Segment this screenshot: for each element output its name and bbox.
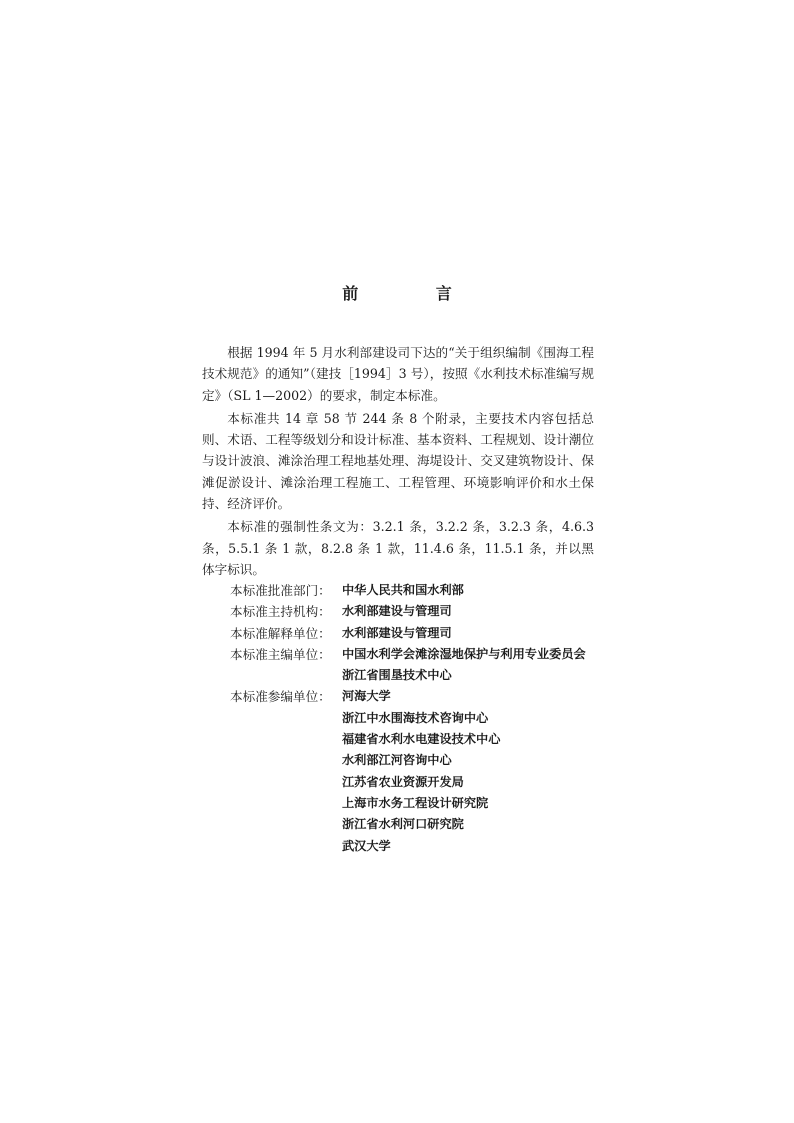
- unit-row-approval: [202, 580, 594, 601]
- unit-value: 水利部建设与管理司: [342, 604, 452, 619]
- unit-row-chief-editor: [202, 644, 594, 687]
- unit-label: 本标准主编单位：: [230, 646, 331, 662]
- unit-values: [342, 686, 594, 856]
- unit-values: [342, 644, 594, 687]
- unit-value: 中华人民共和国水利部: [342, 583, 464, 597]
- unit-label: 本标准参编单位：: [230, 689, 331, 705]
- unit-values: [342, 623, 594, 644]
- unit-value: 上海市水务工程设计研究院: [342, 795, 489, 810]
- unit-value: 江苏省农业资源开发局: [342, 774, 464, 789]
- unit-value: 河海大学: [342, 689, 391, 704]
- unit-row-host: [202, 601, 594, 622]
- unit-value: 中国水利学会滩涂湿地保护与利用专业委员会: [342, 646, 586, 661]
- unit-value: 浙江中水围海技术咨询中心: [342, 710, 489, 725]
- unit-value: 浙江省围垦技术中心: [342, 668, 452, 683]
- unit-row-participating: [202, 686, 594, 856]
- responsible-units-list: [202, 580, 594, 857]
- preface-paragraph: 本标准的强制性条文为：3.2.1 条，3.2.2 条，3.2.3 条，4.6.3 条，5.5.1 条 1 款，8.2.8 条 1 款，11.4.6 条，11.5.1 条，并以黑体字标识。: [202, 519, 594, 577]
- unit-value: 水利部江河咨询中心: [342, 753, 452, 768]
- unit-label: 本标准主持机构：: [230, 604, 331, 620]
- unit-value: 水利部建设与管理司: [342, 625, 452, 640]
- preface-paragraph: 本标准共 14 章 58 节 244 条 8 个附录，主要技术内容包括总则、术语、工程等级划分和设计标准、基本资料、工程规划、设计潮位与设计波浪、滩涂治理工程地基处理、海堤设计、交叉建筑物设计、保滩促淤设计、滩涂治理工程施工、工程管理、环境影响评价和水土保持、经济评价。: [202, 410, 594, 512]
- unit-label: 本标准解释单位：: [230, 625, 331, 641]
- preface-paragraph: 根据 1994 年 5 月水利部建设司下达的“关于组织编制《围海工程技术规范》的通知”（建技［1994］3 号），按照《水利技术标准编写规定》（SL 1—2002）的要求，制定本标准。: [202, 345, 594, 403]
- unit-value: 浙江省水利河口研究院: [342, 817, 464, 832]
- unit-value: 福建省水利水电建设技术中心: [342, 732, 501, 747]
- unit-value: 武汉大学: [342, 838, 391, 853]
- unit-values: [342, 601, 594, 622]
- unit-values: [342, 580, 594, 601]
- unit-label: 本标准批准部门：: [230, 583, 331, 598]
- unit-row-interpretation: [202, 623, 594, 644]
- page-title: 前 言: [342, 284, 488, 303]
- preface-body: [202, 342, 594, 582]
